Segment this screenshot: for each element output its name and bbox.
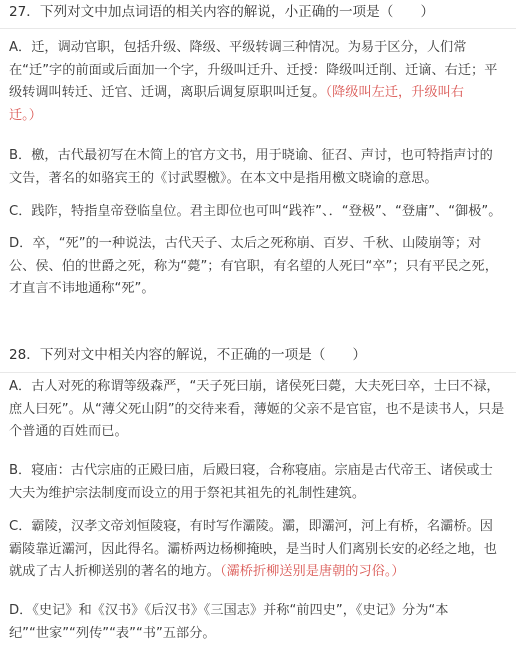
option-line: A．古人对死的称谓等级森严，“天子死曰崩，诸侯死曰薨，大夫死曰卒，士曰不禄， <box>9 379 500 394</box>
answer-note: （灞桥折柳送别是唐朝的习俗。） <box>220 564 405 579</box>
option-line: 在“迁”字的前面或后面加一个字，升级叫迁升、迁授：降级叫迁削、迁谪、右迁；平 <box>9 62 498 78</box>
question-27-title: 27．下列对文中加点词语的相关内容的解说，小正确的一项是（ ） <box>9 4 435 20</box>
question-28-option-b <box>9 460 509 505</box>
question-27-option-a <box>9 37 509 127</box>
question-28-option-c <box>9 516 509 584</box>
option-line <box>9 82 509 105</box>
answer-note: （降级叫左迁，升级叫右 <box>325 85 464 100</box>
question-28-title: 28．下列对文中相关内容的解说，不正确的一项是（ ） <box>9 347 367 363</box>
option-line: A．迁，调动官职，包括升级、降级、平级转调三种情况。为易于区分，人们常 <box>9 40 467 55</box>
divider <box>0 28 516 29</box>
option-line: 大夫为维护宗法制度而设立的用于祭祀其祖先的礼制性建筑。 <box>9 485 366 501</box>
option-line: B．寝庙：古代宗庙的正殿曰庙，后殿曰寝，合称寝庙。宗庙是古代帝王、诸侯或士 <box>9 463 493 478</box>
option-line: C．践阼，特指皇帝登临皇位。君主即位也可叫“践祚”、．“登极”、“登庸”、“御极”。 <box>9 204 502 219</box>
option-line: 才直言不讳地通称“死”。 <box>9 281 155 296</box>
question-27-option-b <box>9 145 509 190</box>
answer-note: 迁。） <box>9 107 42 123</box>
option-line: 文告，著名的如骆宾王的《讨武曌檄》。在本文中是指用檄文晓谕的意思。 <box>9 170 438 186</box>
question-28-option-a <box>9 376 509 444</box>
question-27-option-d <box>9 233 509 301</box>
option-line: D．《史记》和《汉书》《后汉书》《三国志》并称“前四史”，《史记》分为“本 <box>9 603 449 618</box>
option-line <box>9 561 509 584</box>
option-line: D．卒，“死”的一种说法，古代天子、太后之死称崩、百岁、千秋、山陵崩等；对 <box>9 236 482 251</box>
option-text: 级转调叫转迁、迁官、迁调，离职后调复原职叫迁复。 <box>9 85 326 100</box>
option-line: C．霸陵，汉孝文帝刘恒陵寝，有时写作灞陵。灞，即灞河，河上有桥，名灞桥。因 <box>9 519 493 534</box>
option-line: 公、侯、伯的世爵之死，称为“薨”；有官职，有名望的人死曰“卒”；只有平民之死， <box>9 258 498 274</box>
option-line: 纪”“世家”“列传”“表”“书”五部分。 <box>9 625 216 641</box>
option-text: 就成了古人折柳送别的著名的地方。 <box>9 564 220 579</box>
question-28-option-d <box>9 600 509 645</box>
option-line: 霸陵靠近灞河，因此得名。灞桥两边杨柳掩映，是当时人们离别长安的必经之地，也 <box>9 541 497 557</box>
divider <box>0 372 516 373</box>
option-line: 庶人曰死”。从“薄父死山阴”的交待来看，薄姬的父亲不是官宦，也不是读书人，只是 <box>9 401 505 417</box>
option-line: 个普通的百姓而已。 <box>9 424 128 439</box>
option-line: B．檄，古代最初写在木简上的官方文书，用于晓谕、征召、声讨，也可特指声讨的 <box>9 148 493 163</box>
question-27-option-c <box>9 201 509 224</box>
